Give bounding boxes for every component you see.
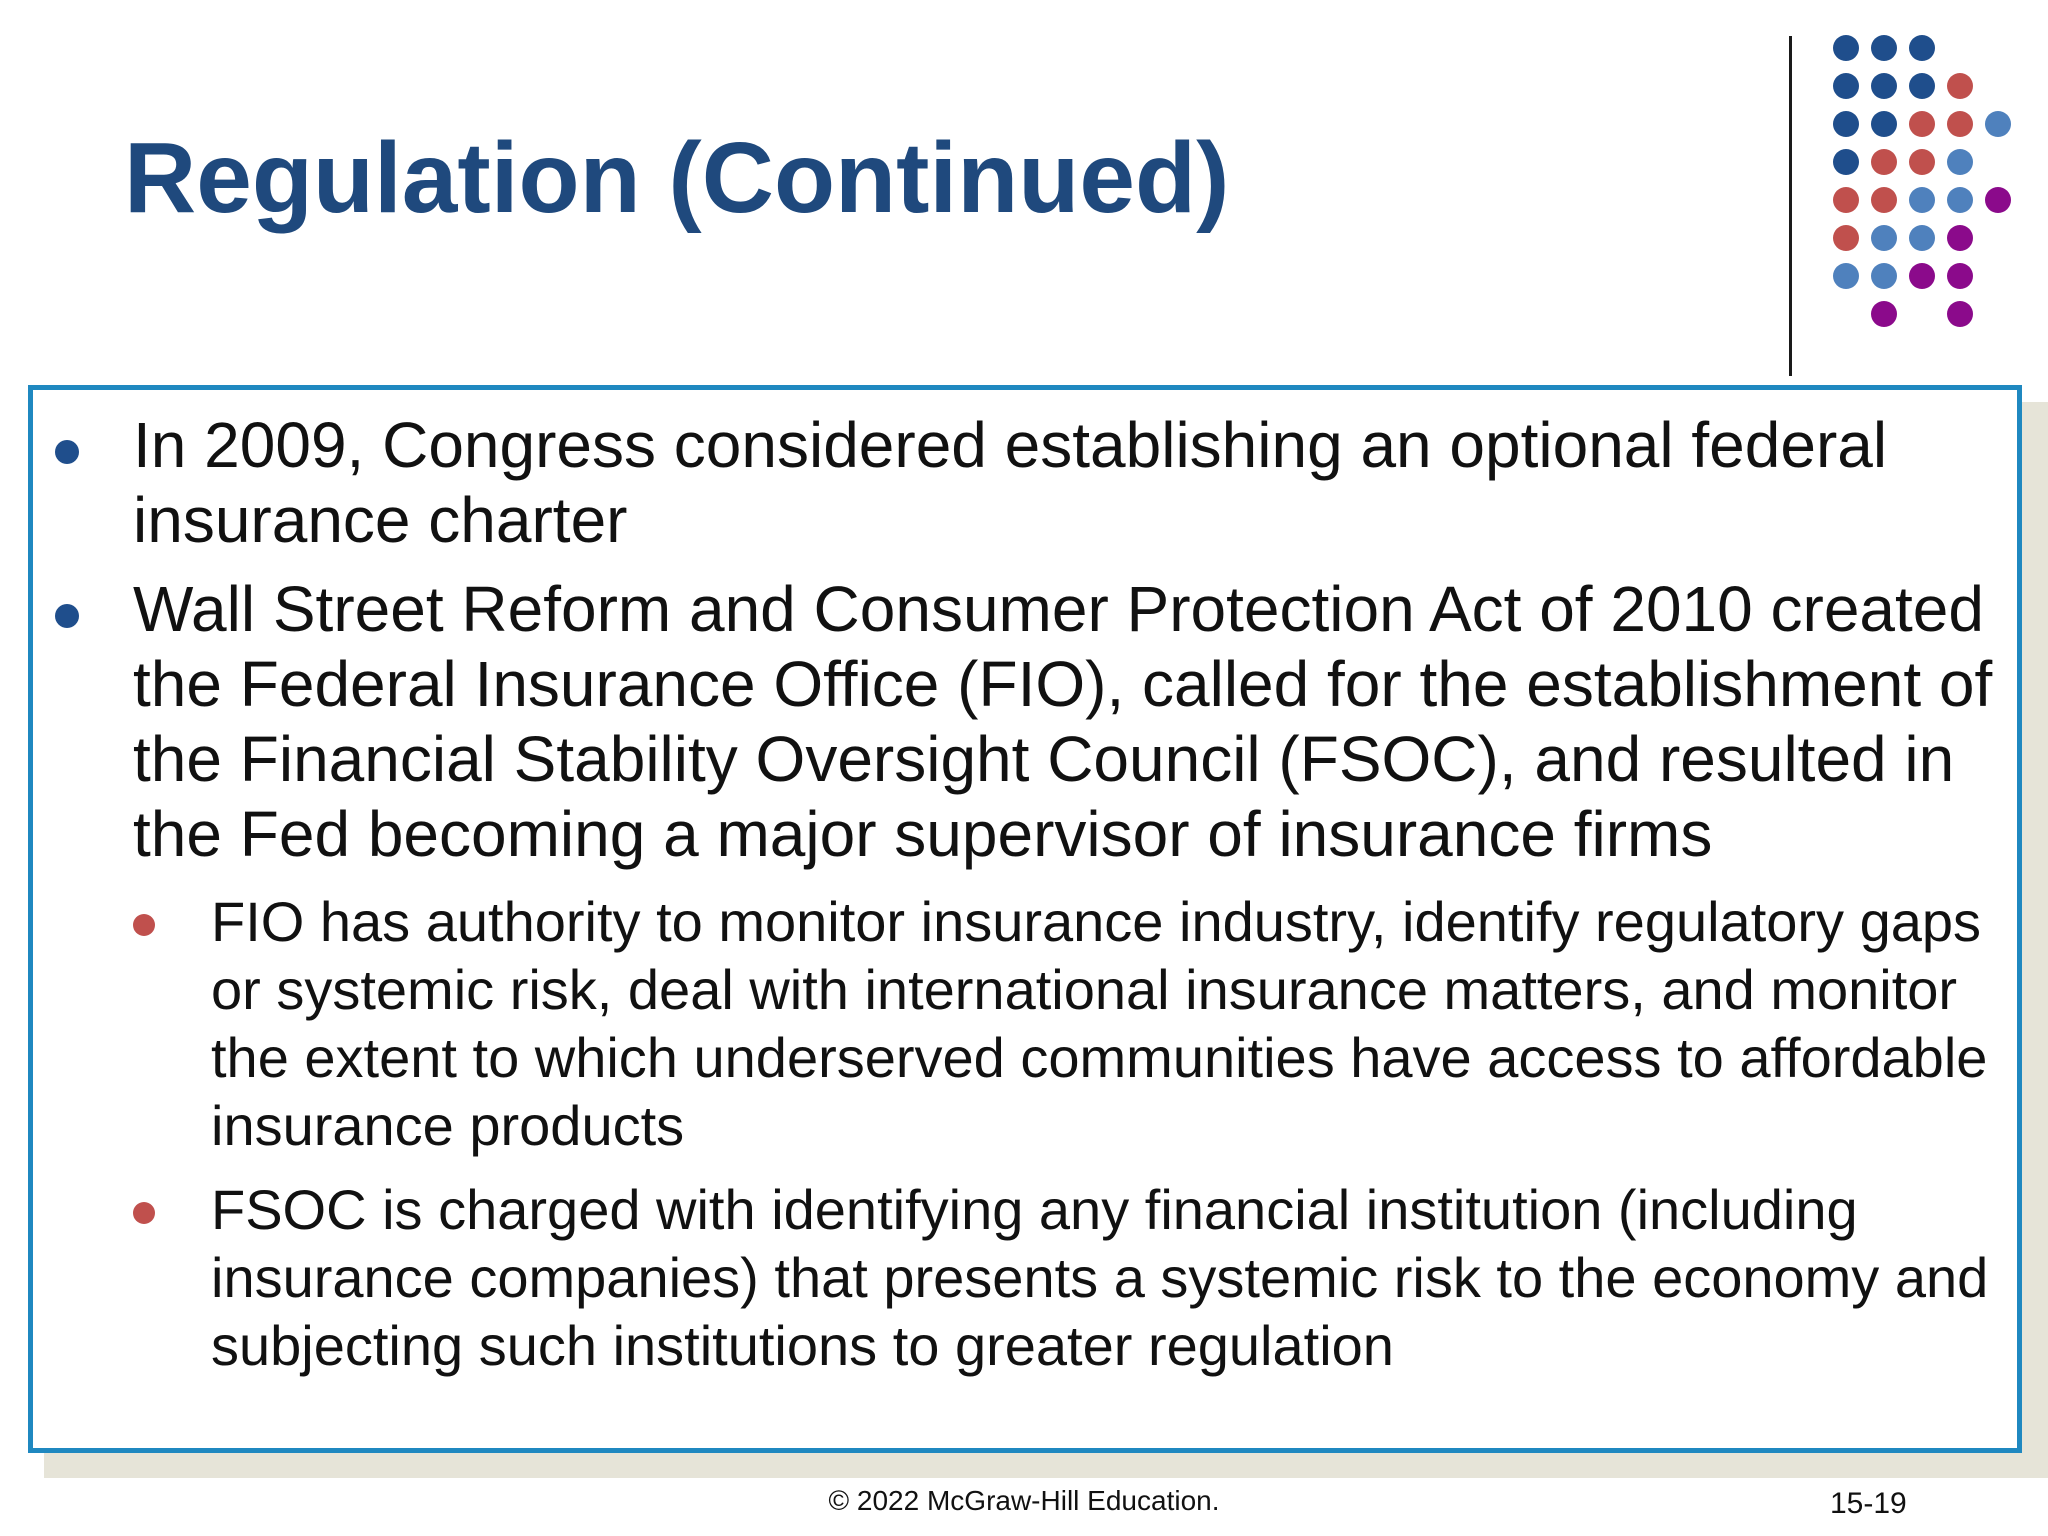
decorative-dot (1985, 187, 2011, 213)
decorative-dot (1909, 263, 1935, 289)
slide-number: 15-19 (1830, 1487, 1907, 1520)
decorative-dot (1909, 187, 1935, 213)
decorative-dot (1871, 187, 1897, 213)
decorative-dot (1947, 187, 1973, 213)
bullet-dot-icon (55, 440, 79, 464)
sub-bullet-dot-icon (133, 914, 155, 936)
decorative-dot (1871, 73, 1897, 99)
decorative-dot (1909, 111, 1935, 137)
decorative-dot (1871, 149, 1897, 175)
sub-bullet-dot-icon (133, 1202, 155, 1224)
decorative-dot (1947, 111, 1973, 137)
decorative-dot (1871, 263, 1897, 289)
bullet-dot-icon (55, 604, 79, 628)
sub-bullet-text: FIO has authority to monitor insurance industry, identify regulatory gaps or systemic risk, deal with international insurance matters, and monitor the extent to which underserved communities have access to affordable insurance products (211, 890, 1988, 1157)
sub-bullet-item (33, 888, 2017, 1160)
decorative-dot (1833, 149, 1859, 175)
bullet-item (33, 408, 2017, 558)
decorative-dot (1947, 263, 1973, 289)
bullet-item (33, 572, 2017, 872)
decorative-dot (1947, 301, 1973, 327)
sub-bullet-text: FSOC is charged with identifying any financial institution (including insurance companies) that presents a systemic risk to the economy and subjecting such institutions to greater regulation (211, 1178, 1989, 1377)
slide-title: Regulation (Continued) (124, 122, 1230, 234)
decorative-dot (1833, 73, 1859, 99)
decorative-dot (1871, 225, 1897, 251)
decorative-dot (1947, 149, 1973, 175)
decorative-dot (1833, 187, 1859, 213)
decorative-dot (1947, 73, 1973, 99)
title-divider (1789, 36, 1792, 376)
decorative-dot (1833, 35, 1859, 61)
decorative-dot (1871, 301, 1897, 327)
decorative-dot (1985, 111, 2011, 137)
decorative-dot (1871, 35, 1897, 61)
content-box (28, 385, 2022, 1453)
bullet-list (33, 408, 2017, 1380)
decorative-dot (1909, 149, 1935, 175)
bullet-text: Wall Street Reform and Consumer Protection Act of 2010 created the Federal Insurance Office (FIO), called for the establishment of the Financial Stability Oversight Council (FSOC), and resulted in the Fed becoming a major supervisor of insurance firms (133, 573, 1993, 870)
decorative-dot (1909, 225, 1935, 251)
decorative-dot (1909, 35, 1935, 61)
bullet-text: In 2009, Congress considered establishing an optional federal insurance charter (133, 409, 1888, 556)
decorative-dot (1833, 263, 1859, 289)
copyright-footer: © 2022 McGraw-Hill Education. (828, 1485, 1220, 1516)
decorative-dot (1909, 73, 1935, 99)
decorative-dot (1947, 225, 1973, 251)
sub-bullet-item (33, 1176, 2017, 1380)
decorative-dot (1833, 225, 1859, 251)
decorative-dot (1833, 111, 1859, 137)
decorative-dot (1871, 111, 1897, 137)
